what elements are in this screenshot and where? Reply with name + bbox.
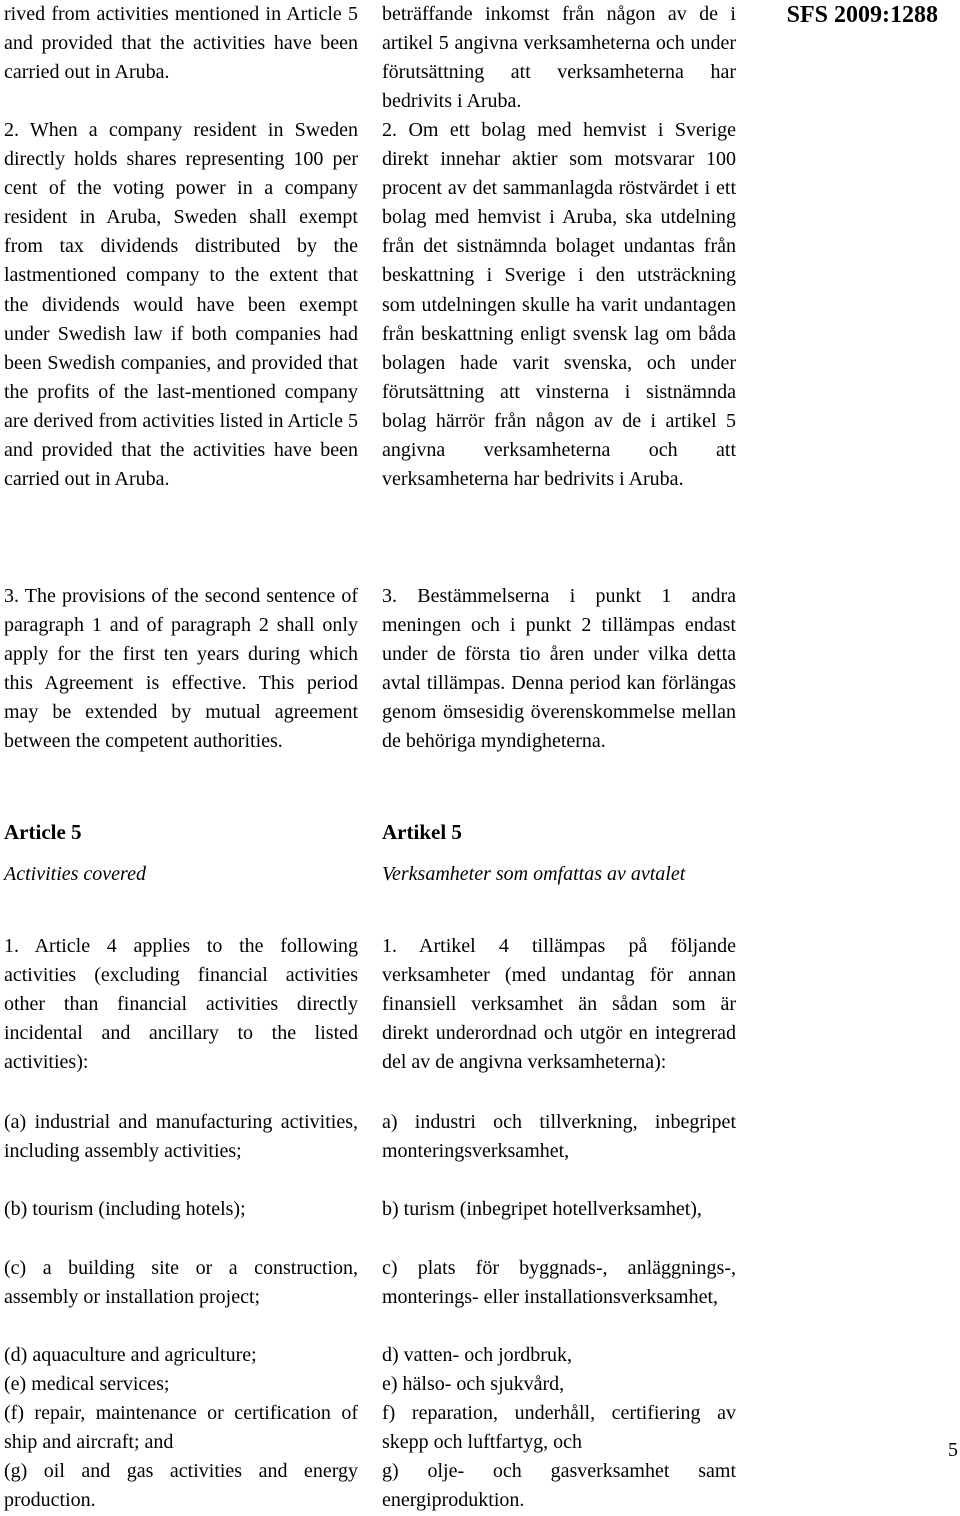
sv-item-c: c) plats för byggnads-, anläggnings-, monterings- eller installationsverksamhet, xyxy=(382,1257,736,1309)
en-item-c: (c) a building site or a construction, assembly or installation project; xyxy=(4,1257,358,1309)
document-id: SFS 2009:1288 xyxy=(786,2,938,28)
en-article5-paragraph-1: 1. Article 4 applies to the following activities (excluding financial activities other than financial activities directly incidental and ancillary to the listed activities): xyxy=(4,935,358,1074)
en-paragraph-1-tail: rived from activities mentioned in Article 5 and provided that the activities have been carried out in Aruba. xyxy=(4,3,358,84)
en-item-e: (e) medical services; xyxy=(4,1373,170,1395)
sv-article-heading: Artikel 5 xyxy=(382,820,462,844)
sv-paragraph-1-tail: beträffande inkomst från någon av de i artikel 5 angivna verksamheterna och under förutsättning att verksamheterna har bedrivits i Aruba. xyxy=(382,3,736,113)
sv-item-d: d) vatten- och jordbruk, xyxy=(382,1344,572,1366)
sv-item-f: f) reparation, underhåll, certifiering av skepp och luftfartyg, och xyxy=(382,1402,736,1454)
en-item-g: (g) oil and gas activities and energy production. xyxy=(4,1460,358,1512)
sv-item-e: e) hälso- och sjukvård, xyxy=(382,1373,565,1395)
en-paragraph-2: 2. When a company resident in Sweden directly holds shares representing 100 per cent of the voting power in a company resident in Aruba, Sweden shall exempt from tax dividends distributed by the lastmentioned company to the extent that the dividends would have been exempt under Swedish law if both companies had been Swedish companies, and provided that the profits of the last-mentioned company are derived from activities listed in Article 5 and provided that the activities have been carried out in Aruba. xyxy=(4,119,358,491)
sv-article5-paragraph-1: 1. Artikel 4 tillämpas på följande verksamheter (med undantag för annan finansiell verksamhet än sådan som är direkt underordnad och utgör en integrerad del av de angivna verksamheterna): xyxy=(382,935,736,1074)
en-item-d: (d) aquaculture and agriculture; xyxy=(4,1344,257,1366)
en-article-subheading: Activities covered xyxy=(4,863,146,885)
en-item-a: (a) industrial and manufacturing activities, including assembly activities; xyxy=(4,1111,358,1163)
sv-paragraph-2: 2. Om ett bolag med hemvist i Sverige direkt innehar aktier som motsvarar 100 procent av det sammanlagda röstvärdet i ett bolag med hemvist i Aruba, ska utdelning från det sistnämnda bolaget undantas från beskattning i Sverige i den utsträckning som utdelningen skulle ha varit undantagen från beskattning enligt svensk lag om båda bolagen hade varit svenska, och under förutsättning att vinsterna i sistnämnda bolag härrör från någon av de i artikel 5 angivna verksamheterna och att verksamheterna har bedrivits i Aruba. xyxy=(382,119,736,491)
sv-item-b: b) turism (inbegripet hotellverksamhet), xyxy=(382,1198,702,1220)
sv-item-g: g) olje- och gasverksamhet samt energiproduktion. xyxy=(382,1460,736,1512)
sv-item-a: a) industri och tillverkning, inbegripet monteringsverksamhet, xyxy=(382,1111,736,1163)
en-item-f: (f) repair, maintenance or certification of ship and aircraft; and xyxy=(4,1402,358,1454)
page-number: 5 xyxy=(948,1439,958,1461)
sv-paragraph-3: 3. Bestämmelserna i punkt 1 andra meningen och i punkt 2 tillämpas endast under de första tio åren under vilka detta avtal tillämpas. Denna period kan förlängas genom ömsesidig överenskommelse mellan de behöriga myndigheterna. xyxy=(382,585,736,753)
en-paragraph-3: 3. The provisions of the second sentence of paragraph 1 and of paragraph 2 shall only apply for the first ten years during which this Agreement is effective. This period may be extended by mutual agreement between the competent authorities. xyxy=(4,585,358,753)
sv-article-subheading: Verksamheter som omfattas av avtalet xyxy=(382,863,686,885)
en-article-heading: Article 5 xyxy=(4,820,82,844)
en-item-b: (b) tourism (including hotels); xyxy=(4,1198,246,1220)
